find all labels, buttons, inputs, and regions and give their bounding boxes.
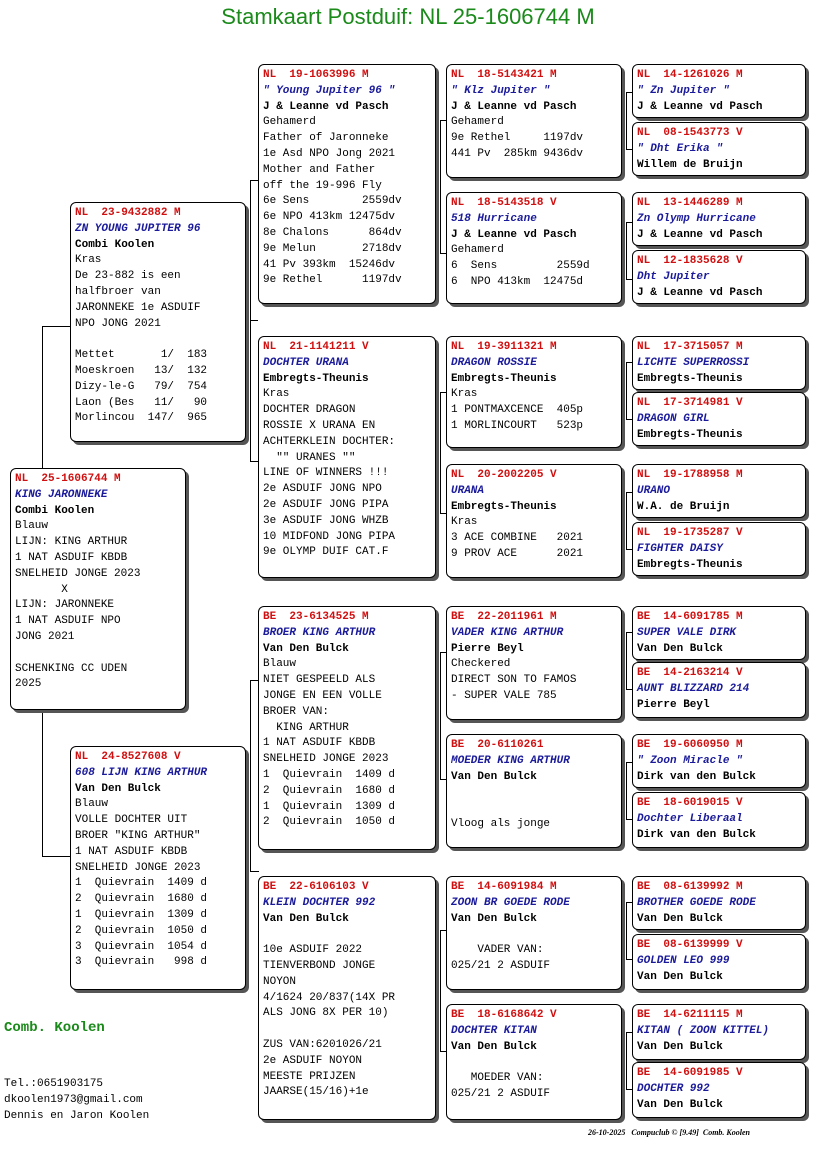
- info-line: 1e Asd NPO Jong 2021: [263, 147, 396, 160]
- owner-name: Pierre Beyl: [451, 642, 524, 655]
- info-line: 1 Quievrain 1409 d: [263, 768, 396, 781]
- info-line: VADER VAN:: [451, 944, 544, 957]
- owner-name: Van Den Bulck: [637, 912, 723, 925]
- owner-name: J & Leanne vd Pasch: [263, 100, 389, 113]
- info-line: 2 Quievrain 1680 d: [263, 784, 396, 797]
- ring-number: NL 14-1261026 M: [637, 69, 743, 81]
- info-line: VOLLE DOCHTER UIT: [75, 814, 188, 827]
- ring-number: NL 19-3911321 M: [451, 341, 557, 353]
- ring-number: NL 24-8527608 V: [75, 751, 181, 763]
- info-line: 6e Sens 2559dv: [263, 195, 402, 208]
- info-line: 9e OLYMP DUIF CAT.F: [263, 546, 389, 559]
- bird-name: SUPER VALE DIRK: [637, 626, 737, 639]
- owner-name: Van Den Bulck: [451, 770, 537, 783]
- owner-name: Combi Koolen: [75, 238, 155, 251]
- pedigree-card: [258, 336, 436, 578]
- bird-name: MOEDER KING ARTHUR: [451, 754, 570, 767]
- info-line: Kras: [263, 388, 290, 401]
- ring-number: NL 18-5143421 M: [451, 69, 557, 81]
- pedigree-card: [632, 192, 806, 246]
- info-line: X: [15, 583, 68, 596]
- ring-number: BE 08-6139992 M: [637, 881, 743, 893]
- info-line: DOCHTER DRAGON: [263, 404, 356, 417]
- ring-number: NL 17-3715057 M: [637, 341, 743, 353]
- info-line: Blauw: [15, 520, 49, 533]
- info-line: 1 Quievrain 1309 d: [263, 800, 396, 813]
- owner-name: Embregts-Theunis: [263, 372, 369, 385]
- bird-name: ZOON BR GOEDE RODE: [451, 896, 570, 909]
- owner-name: Willem de Bruijn: [637, 158, 743, 171]
- ring-number: BE 08-6139999 V: [637, 939, 743, 951]
- ring-number: NL 23-9432882 M: [75, 207, 181, 219]
- info-line: 2e ASDUIF NOYON: [263, 1054, 363, 1067]
- info-line: 1 NAT ASDUIF KBDB: [15, 551, 128, 564]
- connector: [42, 710, 73, 857]
- info-line: JARONNEKE 1e ASDUIF: [75, 301, 201, 314]
- info-line: Mettet 1/ 183: [75, 349, 208, 362]
- bird-name: BROTHER GOEDE RODE: [637, 896, 756, 909]
- info-line: 9e Rethel 1197dv: [451, 132, 584, 145]
- info-line: NIET GESPEELD ALS: [263, 674, 376, 687]
- pedigree-card: [446, 876, 622, 990]
- phone-number: Tel.:0651903175: [4, 1078, 104, 1090]
- info-line: 6 Sens 2559d: [451, 260, 590, 273]
- info-line: 1 Quievrain 1409 d: [75, 877, 208, 890]
- info-line: 3 Quievrain 998 d: [75, 956, 208, 969]
- ring-number: BE 18-6168642 V: [451, 1009, 557, 1021]
- bird-name: KITAN ( ZOON KITTEL): [637, 1024, 770, 1037]
- pedigree-card: [632, 464, 806, 518]
- owner-name: J & Leanne vd Pasch: [637, 228, 763, 241]
- owner-name: Embregts-Theunis: [451, 500, 557, 513]
- bird-name: Dochter Liberaal: [637, 812, 743, 825]
- pedigree-card: [446, 1004, 622, 1120]
- info-line: Moeskroen 13/ 132: [75, 364, 208, 377]
- info-line: 1 NAT ASDUIF KBDB: [263, 737, 376, 750]
- pedigree-card: [258, 876, 436, 1120]
- owner-name: J & Leanne vd Pasch: [637, 286, 763, 299]
- ring-number: BE 18-6019015 V: [637, 797, 743, 809]
- info-line: 3e ASDUIF JONG WHZB: [263, 514, 389, 527]
- info-line: [75, 332, 241, 348]
- bird-name: AUNT BLIZZARD 214: [637, 682, 750, 695]
- pedigree-card: [632, 336, 806, 390]
- info-line: JONGE EN EEN VOLLE: [263, 689, 382, 702]
- ring-number: NL 08-1543773 V: [637, 127, 743, 139]
- owner-name: Embregts-Theunis: [637, 558, 743, 571]
- info-line: LINE OF WINNERS !!!: [263, 467, 389, 480]
- info-line: KING ARTHUR: [263, 721, 349, 734]
- info-line: BROER "KING ARTHUR": [75, 829, 201, 842]
- info-line: 6 NPO 413km 12475d: [451, 275, 584, 288]
- bird-name: DOCHTER 992: [637, 1082, 710, 1095]
- bird-name: KING JARONNEKE: [15, 488, 108, 501]
- info-line: 4/1624 20/837(14X PR: [263, 991, 396, 1004]
- ring-number: NL 18-5143518 V: [451, 197, 557, 209]
- info-line: 1 NAT ASDUIF NPO: [15, 615, 121, 628]
- info-line: Dizy-le-G 79/ 754: [75, 380, 208, 393]
- connector: [42, 326, 73, 469]
- info-line: NPO JONG 2021: [75, 317, 161, 330]
- info-line: Gehamerd: [451, 244, 504, 257]
- pedigree-card: [632, 934, 806, 990]
- bird-name: FIGHTER DAISY: [637, 542, 723, 555]
- bird-name: Zn Olymp Hurricane: [637, 212, 756, 225]
- info-line: - SUPER VALE 785: [451, 689, 557, 702]
- info-line: ZUS VAN:6201026/21: [263, 1038, 382, 1051]
- bird-name: DRAGON ROSSIE: [451, 356, 537, 369]
- bird-name: DOCHTER KITAN: [451, 1024, 537, 1037]
- owner-name: Van Den Bulck: [263, 912, 349, 925]
- pedigree-card: [632, 876, 806, 930]
- info-line: [451, 1055, 617, 1071]
- info-line: Father of Jaronneke: [263, 132, 389, 145]
- pedigree-card: [70, 746, 246, 990]
- pedigree-card: [632, 122, 806, 176]
- info-line: Blauw: [75, 798, 109, 811]
- bird-name: VADER KING ARTHUR: [451, 626, 564, 639]
- pedigree-card: [446, 464, 622, 578]
- owner-name: Van Den Bulck: [637, 1040, 723, 1053]
- bird-name: " Young Jupiter 96 ": [263, 84, 396, 97]
- info-line: 8e Chalons 864dv: [263, 226, 402, 239]
- owner-name: J & Leanne vd Pasch: [451, 228, 577, 241]
- pedigree-card: [632, 392, 806, 446]
- pedigree-card: [258, 64, 436, 304]
- info-line: 2e ASDUIF JONG NPO: [263, 483, 382, 496]
- club-name: Comb. Koolen: [4, 1020, 105, 1036]
- ring-number: BE 14-6091984 M: [451, 881, 557, 893]
- info-line: ALS JONG 8X PER 10): [263, 1007, 389, 1020]
- info-line: Kras: [451, 388, 478, 401]
- info-line: 3 Quievrain 1054 d: [75, 940, 208, 953]
- pedigree-card: [632, 734, 806, 788]
- pedigree-card: [446, 336, 622, 448]
- bird-name: URANA: [451, 484, 485, 497]
- pedigree-card: [10, 468, 186, 710]
- pedigree-card: [632, 792, 806, 848]
- info-line: 9e Rethel 1197dv: [263, 274, 402, 287]
- info-line: 1 PONTMAXCENCE 405p: [451, 404, 584, 417]
- owner-name: Van Den Bulck: [637, 970, 723, 983]
- info-line: 2e ASDUIF JONG PIPA: [263, 498, 389, 511]
- info-line: Gehamerd: [451, 116, 504, 129]
- ring-number: NL 17-3714981 V: [637, 397, 743, 409]
- info-line: 025/21 2 ASDUIF: [451, 959, 551, 972]
- info-line: Mother and Father: [263, 163, 376, 176]
- info-line: 2 Quievrain 1680 d: [75, 893, 208, 906]
- owner-name: Dirk van den Bulck: [637, 770, 756, 783]
- pedigree-card: [258, 606, 436, 850]
- bird-name: Dht Jupiter: [637, 270, 710, 283]
- pedigree-card: [632, 64, 806, 118]
- ring-number: BE 22-6106103 V: [263, 881, 369, 893]
- info-line: SCHENKING CC UDEN: [15, 662, 128, 675]
- ring-number: NL 20-2002205 V: [451, 469, 557, 481]
- info-line: MOEDER VAN:: [451, 1072, 544, 1085]
- bird-name: LICHTE SUPERROSSI: [637, 356, 750, 369]
- info-line: 9 PROV ACE 2021: [451, 547, 584, 560]
- info-line: [263, 927, 431, 943]
- info-line: DIRECT SON TO FAMOS: [451, 674, 577, 687]
- info-line: 1 Quievrain 1309 d: [75, 908, 208, 921]
- bird-name: URANO: [637, 484, 671, 497]
- owner-name: Van Den Bulck: [263, 642, 349, 655]
- pedigree-card: [70, 202, 246, 442]
- info-line: Laon (Bes 11/ 90: [75, 396, 208, 409]
- info-line: [451, 785, 617, 801]
- pedigree-card: [632, 606, 806, 660]
- info-line: [451, 927, 617, 943]
- info-line: 10e ASDUIF 2022: [263, 944, 363, 957]
- bird-name: ZN YOUNG JUPITER 96: [75, 222, 201, 235]
- info-line: LIJN: JARONNEKE: [15, 599, 115, 612]
- info-line: 2025: [15, 678, 42, 691]
- info-line: Kras: [75, 254, 102, 267]
- info-line: NOYON: [263, 975, 297, 988]
- info-line: TIENVERBOND JONGE: [263, 959, 376, 972]
- bird-name: 608 LIJN KING ARTHUR: [75, 766, 208, 779]
- connector: [250, 320, 258, 321]
- owner-name: J & Leanne vd Pasch: [451, 100, 577, 113]
- info-line: Kras: [451, 516, 478, 529]
- pedigree-card: [632, 250, 806, 304]
- ring-number: NL 13-1446289 M: [637, 197, 743, 209]
- info-line: BROER VAN:: [263, 705, 330, 718]
- pedigree-card: [446, 64, 622, 178]
- info-line: JONG 2021: [15, 630, 75, 643]
- info-line: 10 MIDFOND JONG PIPA: [263, 530, 396, 543]
- info-line: MEESTE PRIJZEN: [263, 1070, 356, 1083]
- info-line: off the 19-996 Fly: [263, 179, 382, 192]
- info-line: 2 Quievrain 1050 d: [263, 816, 396, 829]
- print-stamp: 26-10-2025 Compuclub © [9.49] Comb. Koolen: [588, 1128, 750, 1137]
- owner-name: Van Den Bulck: [637, 642, 723, 655]
- info-line: [451, 801, 617, 817]
- pedigree-card: [446, 192, 622, 304]
- info-line: 025/21 2 ASDUIF: [451, 1087, 551, 1100]
- owner-name: Dirk van den Bulck: [637, 828, 756, 841]
- info-line: 2 Quievrain 1050 d: [75, 924, 208, 937]
- bird-name: DOCHTER URANA: [263, 356, 349, 369]
- info-line: [15, 646, 181, 662]
- info-line: [263, 1022, 431, 1038]
- ring-number: NL 21-1141211 V: [263, 341, 369, 353]
- ring-number: BE 23-6134525 M: [263, 611, 369, 623]
- ring-number: BE 14-6091785 M: [637, 611, 743, 623]
- ring-number: NL 19-1063996 M: [263, 69, 369, 81]
- owner-name: Van Den Bulck: [451, 1040, 537, 1053]
- bird-name: " Zoon Miracle ": [637, 754, 743, 767]
- ring-number: NL 19-1788958 M: [637, 469, 743, 481]
- email-address: dkoolen1973@gmail.com: [4, 1094, 143, 1106]
- info-line: 41 Pv 393km 15246dv: [263, 258, 396, 271]
- ring-number: BE 14-6091985 V: [637, 1067, 743, 1079]
- info-line: 441 Pv 285km 9436dv: [451, 147, 584, 160]
- info-line: "" URANES "": [263, 451, 356, 464]
- info-line: 6e NPO 413km 12475dv: [263, 211, 396, 224]
- info-line: 3 ACE COMBINE 2021: [451, 532, 584, 545]
- pedigree-card: [446, 734, 622, 848]
- bird-name: GOLDEN LEO 999: [637, 954, 730, 967]
- info-line: ACHTERKLEIN DOCHTER:: [263, 435, 396, 448]
- info-line: 9e Melun 2718dv: [263, 242, 402, 255]
- pedigree-card: [632, 522, 806, 576]
- ring-number: NL 25-1606744 M: [15, 473, 121, 485]
- ring-number: BE 20-6110261: [451, 739, 544, 751]
- info-line: Morlincou 147/ 965: [75, 412, 208, 425]
- info-line: 1 MORLINCOURT 523p: [451, 419, 584, 432]
- owner-name: Van Den Bulck: [637, 1098, 723, 1111]
- ring-number: BE 19-6060950 M: [637, 739, 743, 751]
- owner-name: Combi Koolen: [15, 504, 95, 517]
- info-line: LIJN: KING ARTHUR: [15, 536, 128, 549]
- info-line: 1 NAT ASDUIF KBDB: [75, 845, 188, 858]
- info-line: ROSSIE X URANA EN: [263, 419, 376, 432]
- info-line: Vloog als jonge: [451, 817, 551, 830]
- info-line: halfbroer van: [75, 285, 161, 298]
- ring-number: BE 14-6211115 M: [637, 1009, 743, 1021]
- pedigree-card: [632, 662, 806, 718]
- bird-name: " Zn Jupiter ": [637, 84, 730, 97]
- bird-name: 518 Hurricane: [451, 212, 537, 225]
- info-line: Blauw: [263, 658, 297, 671]
- bird-name: " Klz Jupiter ": [451, 84, 551, 97]
- page-title: Stamkaart Postduif: NL 25-1606744 M: [221, 4, 595, 29]
- bird-name: KLEIN DOCHTER 992: [263, 896, 376, 909]
- info-line: Gehamerd: [263, 116, 316, 129]
- owner-name: Van Den Bulck: [75, 782, 161, 795]
- bird-name: BROER KING ARTHUR: [263, 626, 376, 639]
- info-line: Checkered: [451, 658, 511, 671]
- owner-name: Embregts-Theunis: [637, 372, 743, 385]
- ring-number: BE 14-2163214 V: [637, 667, 743, 679]
- owner-name: W.A. de Bruijn: [637, 500, 730, 513]
- owner-names: Dennis en Jaron Koolen: [4, 1110, 150, 1122]
- ring-number: NL 12-1835628 V: [637, 255, 743, 267]
- pedigree-card: [446, 606, 622, 720]
- bird-name: DRAGON GIRL: [637, 412, 710, 425]
- pedigree-card: [632, 1004, 806, 1060]
- ring-number: NL 19-1735287 V: [637, 527, 743, 539]
- bird-name: " Dht Erika ": [637, 142, 723, 155]
- contact-block: [4, 1076, 149, 1124]
- owner-name: Embregts-Theunis: [451, 372, 557, 385]
- ring-number: BE 22-2011961 M: [451, 611, 557, 623]
- info-line: SNELHEID JONGE 2023: [15, 567, 141, 580]
- owner-name: Van Den Bulck: [451, 912, 537, 925]
- pedigree-card: [632, 1062, 806, 1118]
- info-line: SNELHEID JONGE 2023: [263, 753, 389, 766]
- owner-name: J & Leanne vd Pasch: [637, 100, 763, 113]
- owner-name: Embregts-Theunis: [637, 428, 743, 441]
- info-line: JAARSE(15/16)+1e: [263, 1086, 369, 1099]
- owner-name: Pierre Beyl: [637, 698, 710, 711]
- info-line: SNELHEID JONGE 2023: [75, 861, 201, 874]
- info-line: De 23-882 is een: [75, 270, 181, 283]
